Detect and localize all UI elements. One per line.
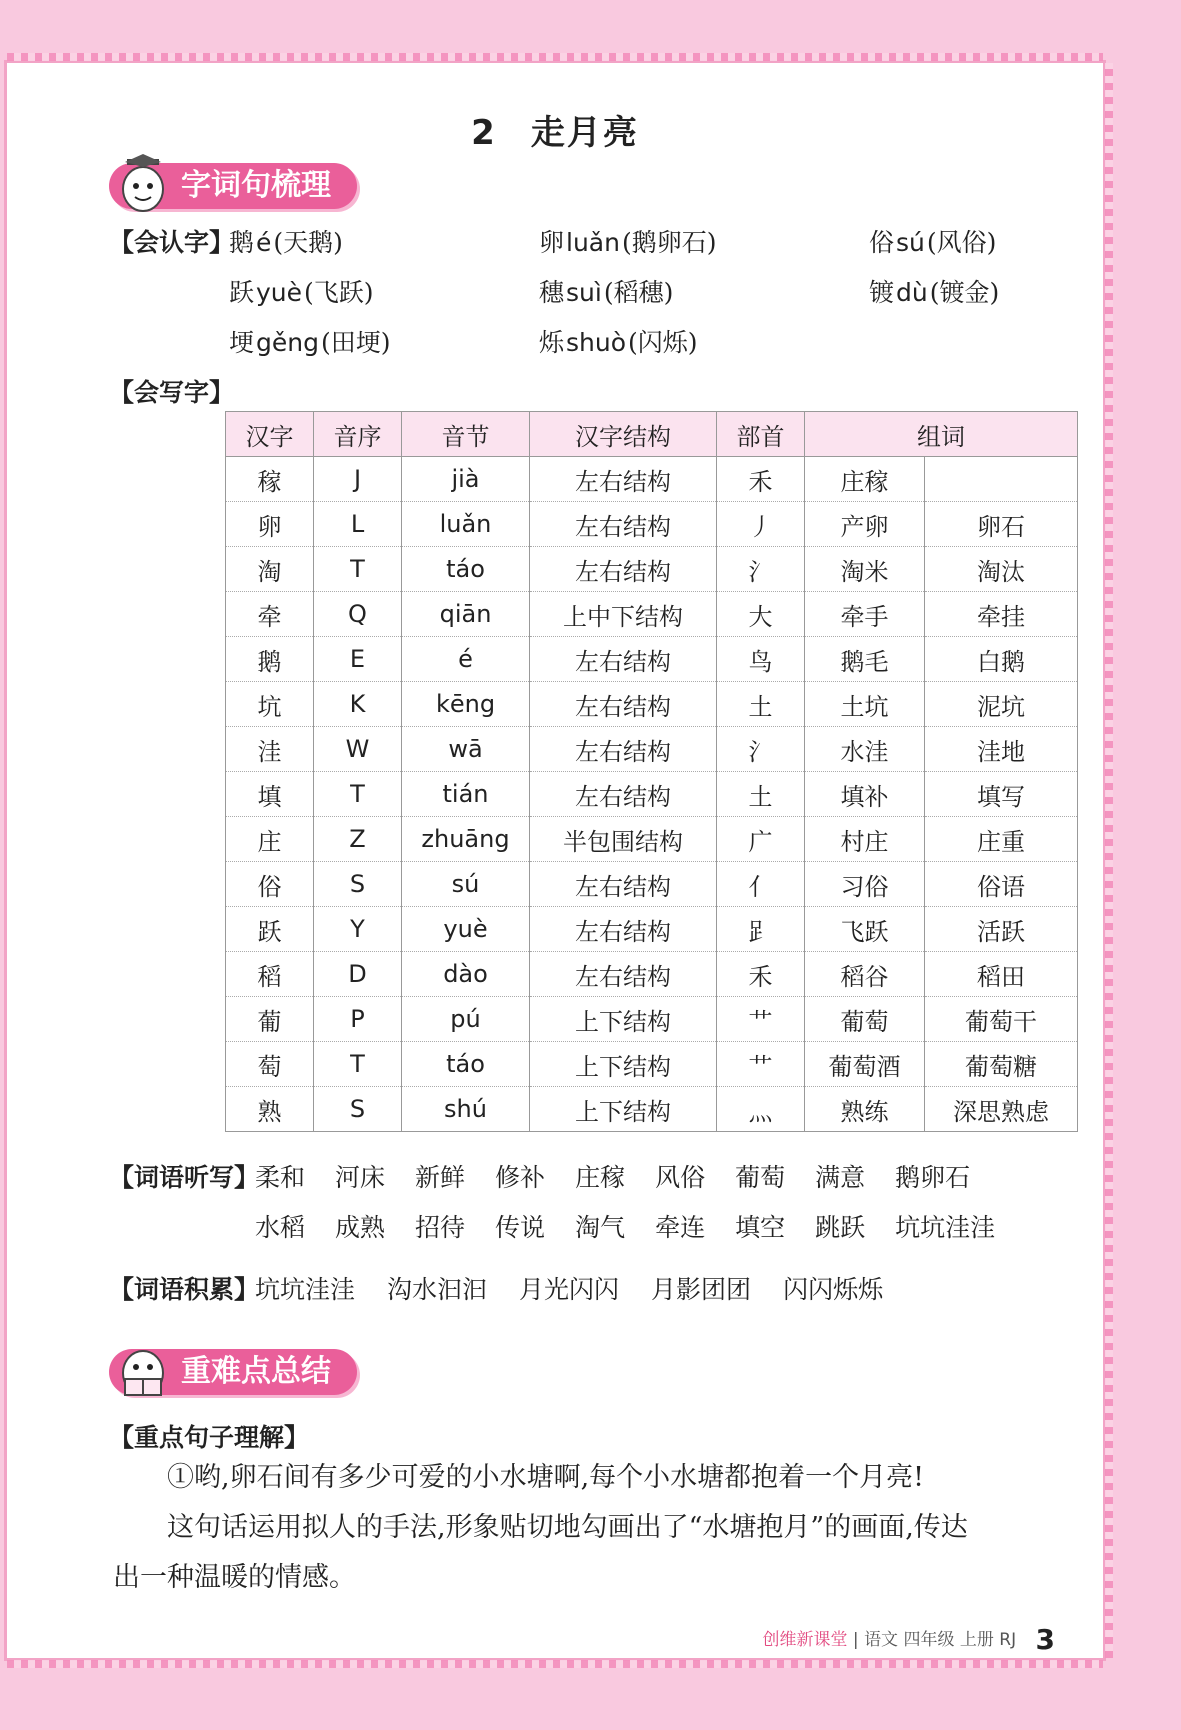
cell-syllable: zhuāng [402, 817, 530, 862]
cell-radical: 𧾷 [717, 907, 805, 952]
section-title: 重难点总结 [181, 1354, 331, 1389]
lesson-name: 走月亮 [530, 113, 639, 153]
cell-char: 庄 [226, 817, 314, 862]
recognize-pinyin: luǎn [566, 228, 620, 257]
table-row [226, 727, 1078, 772]
cell-radical: 艹 [717, 1042, 805, 1087]
cell-word-2: 俗语 [925, 862, 1078, 907]
word-item: 风俗 [655, 1163, 706, 1192]
header-structure: 汉字结构 [530, 412, 717, 457]
cell-structure: 左右结构 [530, 907, 717, 952]
word-item: 坑坑洼洼 [255, 1275, 356, 1304]
key-sentence-tag: 【重点句子理解】 [109, 1423, 310, 1452]
write-tag: 【会写字】 [109, 378, 235, 407]
recognize-pinyin: shuò [566, 328, 627, 357]
cell-syllable: dào [402, 952, 530, 997]
word-item: 招待 [415, 1213, 466, 1242]
key-sentence: ①哟,卵石间有多少可爱的小水塘啊,每个小水塘都抱着一个月亮! [167, 1462, 925, 1493]
cell-radical: 丿 [717, 502, 805, 547]
word-item: 坑坑洼洼 [895, 1213, 996, 1242]
recognize-pinyin: yuè [256, 278, 303, 307]
recognize-word: (天鹅) [273, 228, 343, 257]
recognize-word: (飞跃) [304, 278, 374, 307]
cell-word-2: 深思熟虑 [925, 1087, 1078, 1132]
cell-radical: 土 [717, 682, 805, 727]
cell-word-2: 葡萄糖 [925, 1042, 1078, 1087]
cell-word-2: 淘汰 [925, 547, 1078, 592]
word-item: 葡萄 [735, 1163, 786, 1192]
cell-index: T [314, 1042, 402, 1087]
word-item: 牵连 [655, 1213, 706, 1242]
recognize-item [229, 273, 374, 309]
cell-index: L [314, 502, 402, 547]
cell-index: Q [314, 592, 402, 637]
cell-char: 填 [226, 772, 314, 817]
write-table [225, 411, 1078, 1132]
cell-word-1: 熟练 [805, 1087, 925, 1132]
table-row [226, 862, 1078, 907]
cell-index: T [314, 772, 402, 817]
cell-structure: 左右结构 [530, 727, 717, 772]
cell-word-1: 稻谷 [805, 952, 925, 997]
accumulate-words [255, 1270, 915, 1306]
cell-char: 跃 [226, 907, 314, 952]
cell-word-2: 活跃 [925, 907, 1078, 952]
header-char: 汉字 [226, 412, 314, 457]
footer-info: 语文 四年级 上册 RJ [864, 1630, 1017, 1650]
cell-structure: 上下结构 [530, 997, 717, 1042]
recognize-pinyin: sú [896, 228, 925, 257]
cell-char: 坑 [226, 682, 314, 727]
cell-word-2: 泥坑 [925, 682, 1078, 727]
cell-radical: 鸟 [717, 637, 805, 682]
cell-structure: 半包围结构 [530, 817, 717, 862]
cell-syllable: wā [402, 727, 530, 772]
wavy-border-top [7, 53, 1103, 61]
recognize-item [539, 273, 673, 309]
cell-structure: 左右结构 [530, 637, 717, 682]
cell-structure: 左右结构 [530, 457, 717, 502]
cell-word-1: 牵手 [805, 592, 925, 637]
cell-structure: 左右结构 [530, 547, 717, 592]
cell-word-1: 土坑 [805, 682, 925, 727]
cell-index: Z [314, 817, 402, 862]
cell-char: 稼 [226, 457, 314, 502]
cell-word-2 [925, 457, 1078, 502]
header-index: 音序 [314, 412, 402, 457]
word-item: 填空 [735, 1213, 786, 1242]
word-item: 柔和 [255, 1163, 306, 1192]
table-header-row [226, 412, 1078, 457]
word-item: 沟水汩汩 [387, 1275, 488, 1304]
recognize-word: (闪烁) [628, 328, 698, 357]
word-item: 河床 [335, 1163, 386, 1192]
recognize-char: 俗 [869, 228, 895, 257]
cell-index: J [314, 457, 402, 502]
cell-word-2: 葡萄干 [925, 997, 1078, 1042]
cell-index: E [314, 637, 402, 682]
recognize-char: 镀 [869, 278, 895, 307]
cell-radical: 禾 [717, 457, 805, 502]
cell-structure: 左右结构 [530, 862, 717, 907]
cell-structure: 上中下结构 [530, 592, 717, 637]
lesson-title [7, 105, 1103, 154]
cell-char: 淘 [226, 547, 314, 592]
recognize-item [539, 223, 717, 259]
cell-word-2: 白鹅 [925, 637, 1078, 682]
header-radical: 部首 [717, 412, 805, 457]
section-header-keypoints [109, 1349, 357, 1395]
recognize-item [229, 323, 391, 359]
cell-syllable: jià [402, 457, 530, 502]
table-row [226, 907, 1078, 952]
recognize-pinyin: gěng [256, 328, 319, 357]
recognize-word: (镀金) [929, 278, 1000, 307]
recognize-word: (田埂) [320, 328, 391, 357]
cell-char: 熟 [226, 1087, 314, 1132]
cell-syllable: kēng [402, 682, 530, 727]
word-item: 月影团团 [651, 1275, 752, 1304]
mascot-book-icon [115, 1339, 171, 1401]
cell-syllable: pú [402, 997, 530, 1042]
table-row [226, 547, 1078, 592]
recognize-item [869, 273, 999, 309]
dictation-line-2 [255, 1208, 1025, 1244]
cell-syllable: sú [402, 862, 530, 907]
recognize-char: 烁 [539, 328, 565, 357]
footer-brand: 创维新课堂 [762, 1630, 848, 1650]
cell-syllable: é [402, 637, 530, 682]
cell-radical: 大 [717, 592, 805, 637]
cell-word-1: 村庄 [805, 817, 925, 862]
cell-word-1: 飞跃 [805, 907, 925, 952]
word-item: 修补 [495, 1163, 546, 1192]
cell-char: 牵 [226, 592, 314, 637]
table-row [226, 502, 1078, 547]
cell-word-1: 葡萄酒 [805, 1042, 925, 1087]
recognize-char: 卵 [539, 228, 565, 257]
dictation-tag: 【词语听写】 [109, 1163, 260, 1192]
recognize-word: (风俗) [926, 228, 997, 257]
table-row [226, 637, 1078, 682]
header-words: 组词 [805, 412, 1078, 457]
cell-syllable: táo [402, 1042, 530, 1087]
cell-word-2: 庄重 [925, 817, 1078, 862]
cell-radical: 艹 [717, 997, 805, 1042]
cell-syllable: shú [402, 1087, 530, 1132]
word-item: 水稻 [255, 1213, 306, 1242]
table-row [226, 997, 1078, 1042]
cell-word-1: 产卵 [805, 502, 925, 547]
wavy-border-right [1105, 63, 1113, 1658]
table-row [226, 1087, 1078, 1132]
recognize-item [229, 223, 343, 259]
cell-char: 洼 [226, 727, 314, 772]
recognize-word: (稻穗) [603, 278, 674, 307]
table-row [226, 682, 1078, 727]
cell-char: 葡 [226, 997, 314, 1042]
recognize-word: (鹅卵石) [621, 228, 717, 257]
cell-radical: 土 [717, 772, 805, 817]
cell-index: Y [314, 907, 402, 952]
section-header-words [109, 163, 357, 209]
cell-index: T [314, 547, 402, 592]
cell-char: 萄 [226, 1042, 314, 1087]
cell-char: 鹅 [226, 637, 314, 682]
word-item: 新鲜 [415, 1163, 466, 1192]
page-number: 3 [1035, 1623, 1055, 1656]
wavy-border-bottom [7, 1660, 1103, 1668]
header-syllable: 音节 [402, 412, 530, 457]
cell-char: 卵 [226, 502, 314, 547]
lesson-number: 2 [471, 113, 497, 153]
cell-word-2: 稻田 [925, 952, 1078, 997]
table-row [226, 1042, 1078, 1087]
cell-radical: 氵 [717, 727, 805, 772]
word-item: 庄稼 [575, 1163, 626, 1192]
cell-word-1: 习俗 [805, 862, 925, 907]
cell-word-2: 填写 [925, 772, 1078, 817]
cell-word-2: 洼地 [925, 727, 1078, 772]
table-row [226, 772, 1078, 817]
word-item: 传说 [495, 1213, 546, 1242]
cell-index: S [314, 862, 402, 907]
word-item: 成熟 [335, 1213, 386, 1242]
section-title: 字词句梳理 [181, 168, 331, 203]
cell-syllable: luǎn [402, 502, 530, 547]
word-item: 跳跃 [815, 1213, 866, 1242]
cell-word-1: 庄稼 [805, 457, 925, 502]
cell-index: W [314, 727, 402, 772]
cell-syllable: qiān [402, 592, 530, 637]
footer-divider: | [852, 1630, 859, 1650]
cell-radical: 亻 [717, 862, 805, 907]
cell-word-1: 填补 [805, 772, 925, 817]
cell-radical: 灬 [717, 1087, 805, 1132]
recognize-char: 鹅 [229, 228, 255, 257]
word-item: 闪闪烁烁 [783, 1275, 884, 1304]
word-item: 满意 [815, 1163, 866, 1192]
table-row [226, 817, 1078, 862]
page-footer [763, 1623, 1055, 1656]
recognize-pinyin: é [256, 228, 272, 257]
cell-syllable: tián [402, 772, 530, 817]
recognize-item [869, 223, 996, 259]
table-row [226, 592, 1078, 637]
cell-word-1: 水洼 [805, 727, 925, 772]
word-item: 淘气 [575, 1213, 626, 1242]
cell-index: P [314, 997, 402, 1042]
cell-char: 俗 [226, 862, 314, 907]
cell-structure: 左右结构 [530, 772, 717, 817]
dictation-line-1 [255, 1158, 1000, 1194]
cell-structure: 上下结构 [530, 1042, 717, 1087]
cell-structure: 左右结构 [530, 502, 717, 547]
word-item: 鹅卵石 [895, 1163, 971, 1192]
table-row [226, 457, 1078, 502]
cell-index: D [314, 952, 402, 997]
cell-word-1: 葡萄 [805, 997, 925, 1042]
table-row [226, 952, 1078, 997]
cell-structure: 左右结构 [530, 952, 717, 997]
key-sentence-explanation: 这句话运用拟人的手法,形象贴切地勾画出了“水塘抱月”的画面,传达出一种温暖的情感。 [113, 1512, 968, 1593]
cell-word-2: 牵挂 [925, 592, 1078, 637]
cell-index: S [314, 1087, 402, 1132]
recognize-char: 穗 [539, 278, 565, 307]
cell-radical: 广 [717, 817, 805, 862]
cell-syllable: yuè [402, 907, 530, 952]
recognize-char: 跃 [229, 278, 255, 307]
recognize-pinyin: suì [566, 278, 602, 307]
word-item: 月光闪闪 [519, 1275, 620, 1304]
cell-syllable: táo [402, 547, 530, 592]
cell-word-1: 鹅毛 [805, 637, 925, 682]
cell-radical: 氵 [717, 547, 805, 592]
cell-radical: 禾 [717, 952, 805, 997]
cell-word-1: 淘米 [805, 547, 925, 592]
accumulate-tag: 【词语积累】 [109, 1275, 260, 1304]
mascot-icon [115, 153, 171, 215]
page-sheet [4, 60, 1106, 1661]
recognize-item [539, 323, 698, 359]
recognize-pinyin: dù [896, 278, 928, 307]
cell-index: K [314, 682, 402, 727]
cell-structure: 上下结构 [530, 1087, 717, 1132]
recognize-char: 埂 [229, 328, 255, 357]
cell-word-2: 卵石 [925, 502, 1078, 547]
cell-structure: 左右结构 [530, 682, 717, 727]
recognize-tag: 【会认字】 [109, 228, 235, 257]
cell-char: 稻 [226, 952, 314, 997]
